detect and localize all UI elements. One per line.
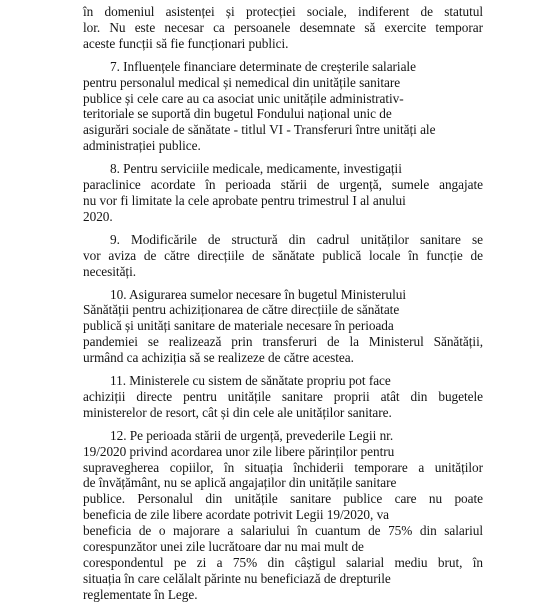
text-line: necesități. bbox=[83, 263, 136, 279]
text-line: publică și unități sanitare de materiale necesare în perioada bbox=[83, 318, 394, 334]
text-line: 11. Ministerele cu sistem de sănătate propriu pot face bbox=[110, 373, 391, 389]
text-line: asigurări sociale de sănătate - titlul VI - Transferuri între unități ale bbox=[83, 122, 436, 138]
text-line: în domeniul asistenței și protecției sociale, indiferent de statutul bbox=[83, 4, 483, 19]
text-line: corespondentul pe zi a 75% din câștigul salarial mediu brut, în bbox=[83, 555, 483, 570]
text-line: beneficia de o majorare a salariului în cuantum de 75% din salariul bbox=[83, 523, 483, 539]
text-line: de învățământ, nu se aplică angajaților din unitățile sanitare bbox=[83, 475, 397, 491]
text-line: pentru personalul medical și nemedical din unitățile sanitare bbox=[83, 74, 401, 90]
text-line: supravegherea copiilor, în situația închiderii temporare a unităților bbox=[83, 459, 483, 475]
text-line: teritoriale se suportă din bugetul Fondului național unic de bbox=[83, 106, 392, 122]
text-line: pandemiei se realizează prin transferuri de la Ministerul Sănătății, bbox=[83, 334, 483, 350]
paragraph-7 bbox=[83, 59, 483, 154]
text-line: publice. Personalul din unitățile sanitare publice care nu poate bbox=[83, 491, 483, 507]
paragraph-spacer bbox=[83, 154, 483, 161]
text-line: nu vor fi limitate la cele aprobate pentru trimestrul I al anului bbox=[83, 192, 406, 208]
paragraph-spacer bbox=[83, 225, 483, 232]
text-line: 2020. bbox=[83, 208, 113, 224]
paragraph-spacer bbox=[83, 280, 483, 287]
paragraph-spacer bbox=[83, 52, 483, 59]
text-line: 9. Modificările de structură din cadrul unităților sanitare se bbox=[110, 231, 483, 247]
text-line: publice și cele care au ca asociat unic unitățile administrativ- bbox=[83, 90, 404, 106]
text-line: 10. Asigurarea sumelor necesare în bugetul Ministerului bbox=[110, 286, 406, 302]
paragraph-10 bbox=[83, 287, 483, 367]
text-line: corespunzător unei zile lucrătoare dar nu mai mult de bbox=[83, 539, 364, 555]
text-line: beneficia de zile libere acordate potrivit Legii 19/2020, va bbox=[83, 507, 390, 523]
text-line: 8. Pentru serviciile medicale, medicamente, investigații bbox=[110, 161, 402, 177]
text-line: reglementate în Lege. bbox=[83, 586, 198, 602]
paragraph-spacer bbox=[83, 421, 483, 428]
paragraph-11 bbox=[83, 373, 483, 421]
paragraph-9 bbox=[83, 232, 483, 280]
text-line: vor aviza de către direcțiile de sănătate publică locale în funcție de bbox=[83, 247, 483, 263]
text-line: aceste funcții să fie funcționari publici. bbox=[83, 35, 289, 51]
paragraph-spacer bbox=[83, 366, 483, 373]
text-line: Sănătății pentru achiziționarea de către direcțiile de sănătate bbox=[83, 302, 400, 318]
paragraph-8 bbox=[83, 161, 483, 225]
text-line: 19/2020 privind acordarea unor zile libere părinților pentru bbox=[83, 443, 395, 459]
text-line: urmând ca achiziția să se realizeze de către acestea. bbox=[83, 350, 354, 366]
paragraph-12 bbox=[83, 428, 483, 603]
text-line: 7. Influențele financiare determinate de creșterile salariale bbox=[110, 58, 416, 74]
text-line: achiziții directe pentru unitățile sanitare proprii atât din bugetele bbox=[83, 388, 483, 404]
text-line: paraclinice acordate în perioada stării de urgență, sumele angajate bbox=[83, 177, 483, 193]
text-line: lor. Nu este necesar ca persoanele desemnate să exercite temporar bbox=[83, 19, 483, 35]
paragraph-intro bbox=[83, 4, 483, 52]
text-line: 12. Pe perioada stării de urgență, prevederile Legii nr. bbox=[110, 427, 394, 443]
text-line: ministerelor de resort, cât și din cele ale unităților sanitare. bbox=[83, 404, 392, 420]
document-page bbox=[83, 4, 483, 603]
text-line: administrației publice. bbox=[83, 138, 201, 154]
text-line: situația în care celălalt părinte nu beneficiază de drepturile bbox=[83, 570, 391, 586]
